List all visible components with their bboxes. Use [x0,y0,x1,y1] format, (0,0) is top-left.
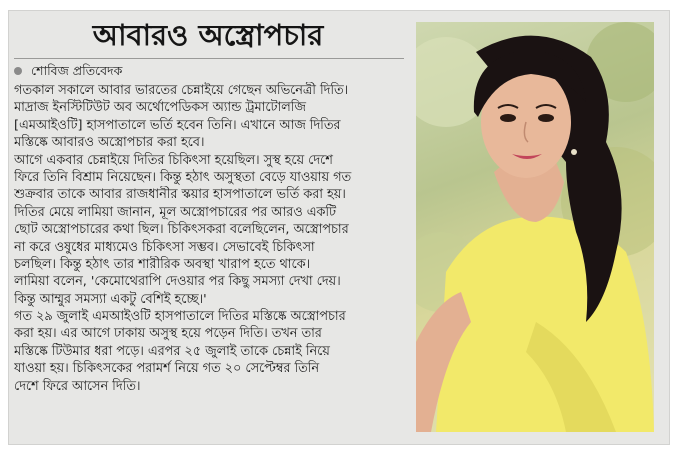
body-line: মস্তিষ্কে আবারও অস্ত্রোপচার করা হবে। [14,135,205,151]
body-line: মস্তিষ্কে টিউমার ধরা পড়ে। এরপর ২৫ জুলাই তাকে চেন্নাই নিয়ে [14,343,330,359]
body-line: লামিয়া বলেন, 'কেমোথেরাপি দেওয়ার পর কিছু সমস্যা দেখা দেয়। [14,274,341,290]
body-line: করা হয়। এর আগে ঢাকায় অসুস্থ হয়ে পড়েন দিতি। তখন তার [14,326,322,342]
body-line: দেশে ফিরে আসেন দিতি। [14,378,141,394]
article-body [14,82,408,395]
body-line: ফিরে তিনি বিশ্রাম নিয়েছেন। কিন্তু হঠাৎ অসুস্থতা বেড়ে যাওয়ায় গত [14,169,352,185]
body-line: না করে ওষুধের মাধ্যমেও চিকিৎসা সম্ভব। সেভাবেই চিকিৎসা [14,239,315,255]
headline-divider [14,58,404,59]
portrait-photo [416,22,654,432]
bullet-icon [14,67,22,75]
body-line: গতকাল সকালে আবার ভারতের চেন্নাইয়ে গেছেন অভিনেত্রী দিতি। [14,83,349,98]
body-line: শুক্রবার তাকে আবার রাজধানীর স্কয়ার হাসপাতালে ভর্তি করা হয়। [14,187,346,203]
byline [14,62,122,80]
body-line: চলছিল। কিন্তু হঠাৎ তার শারীরিক অবস্থা খারাপ হতে থাকে। [14,256,311,272]
headline: আবারও অস্ত্রোপচার [92,18,324,52]
body-line: যাওয়া হয়। চিকিৎসকের পরামর্শ নিয়ে গত ২০ সেপ্টেম্বর তিনি [14,361,320,377]
body-line: দিতির মেয়ে লামিয়া জানান, মূল অস্ত্রোপচারের পর আরও একটি [14,204,337,220]
body-line: কিন্তু আম্মুর সমস্যা একটু বেশিই হচ্ছে।' [14,291,207,307]
byline-text: শোবিজ প্রতিবেদক [31,63,123,78]
body-line: গত ২৯ জুলাই এমআইওটি হাসপাতালে দিতির মস্তিষ্কে অস্ত্রোপচার [14,309,346,325]
body-line: [এমআইওটি] হাসপাতালে ভর্তি হবেন তিনি। এখানে আজ দিতির [14,117,341,133]
body-line: ছোট অস্ত্রোপচারের কথা ছিল। চিকিৎসকরা বলেছিলেন, অস্ত্রোপচার [14,222,349,238]
body-line: মাদ্রাজ ইনস্টিটিউট অব অর্থোপেডিকস অ্যান্ড ট্রমাটোলজি [14,100,306,116]
body-line: আগে একবার চেন্নাইয়ে দিতির চিকিৎসা হয়েছিল। সুস্থ হয়ে দেশে [14,152,333,168]
